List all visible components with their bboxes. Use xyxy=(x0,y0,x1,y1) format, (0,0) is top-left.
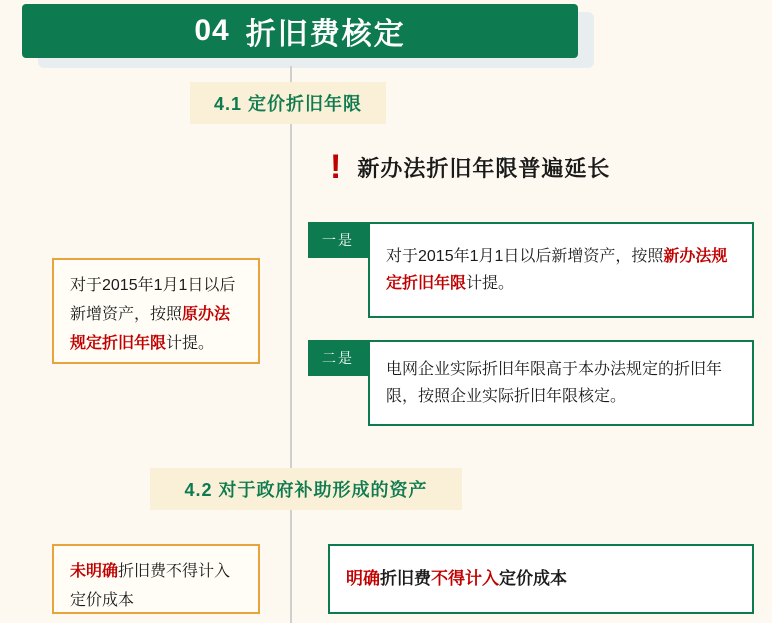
item-2-text-pre: 电网企业实际折旧年限高于本办法规定的折旧年限，按照企业实际折旧年限核定。 xyxy=(386,360,723,405)
timeline-divider xyxy=(290,66,292,623)
item-box-2 xyxy=(368,340,754,426)
header-number: 04 xyxy=(194,14,230,47)
item-box-1 xyxy=(368,222,754,318)
orange-box-1 xyxy=(52,258,260,364)
item-1-text-post: 计提。 xyxy=(466,275,515,292)
item-tab-2: 二是 xyxy=(308,340,368,376)
section-label-4-2: 4.2 对于政府补助形成的资产 xyxy=(150,468,462,510)
bottom-text-post: 定价成本 xyxy=(499,568,567,588)
orange-box-2 xyxy=(52,544,260,614)
orange-1-text-post: 计提。 xyxy=(166,334,215,352)
exclamation-icon: ! xyxy=(330,148,342,186)
headline-text: 新办法折旧年限普遍延长 xyxy=(357,155,611,181)
item-1-text-highlight: 新办法规定折旧年限 xyxy=(386,247,728,292)
bottom-green-box xyxy=(328,544,754,614)
bottom-text-highlight-2: 不得计入 xyxy=(431,568,499,588)
header-banner xyxy=(22,4,578,58)
bottom-text-mid: 折旧费 xyxy=(380,568,431,588)
orange-2-text-highlight: 未明确 xyxy=(70,563,119,580)
orange-2-text-post: 折旧费不得计入定价成本 xyxy=(70,563,231,609)
orange-1-text-pre: 对于2015年1月1日以后新增资产，按照 xyxy=(70,277,236,323)
bottom-text-highlight-1: 明确 xyxy=(346,568,380,588)
item-1-text-pre: 对于2015年1月1日以后新增资产，按照 xyxy=(386,247,664,265)
item-tab-1: 一是 xyxy=(308,222,368,258)
header-title: 折旧费核定 xyxy=(245,18,406,51)
orange-1-text-highlight: 原办法规定折旧年限 xyxy=(70,305,231,352)
headline-group xyxy=(330,150,610,184)
section-label-4-1: 4.1 定价折旧年限 xyxy=(190,82,386,124)
